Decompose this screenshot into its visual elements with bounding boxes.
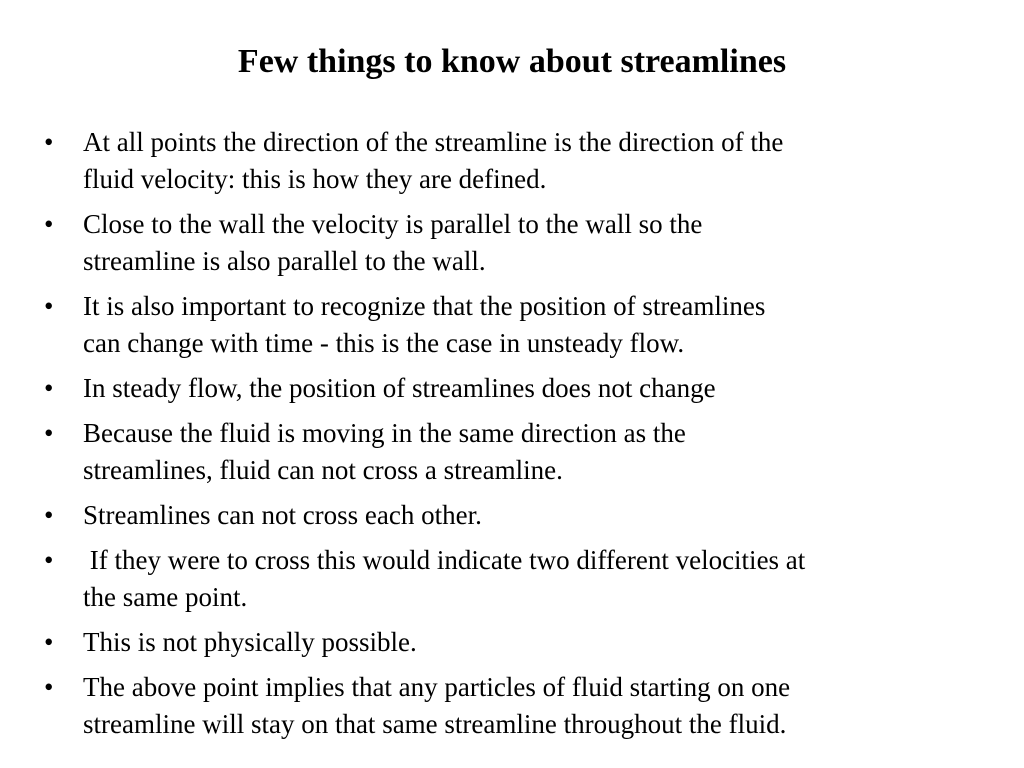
bullet-icon: • <box>44 418 54 448</box>
bullet-item <box>44 124 1004 198</box>
bullet-text-line: streamline is also parallel to the wall. <box>83 246 486 276</box>
bullet-text-line: Because the fluid is moving in the same direction as the <box>83 418 686 448</box>
bullet-icon: • <box>44 127 54 157</box>
bullet-list <box>44 124 1004 751</box>
bullet-item <box>44 370 1004 407</box>
bullet-icon: • <box>44 373 54 403</box>
bullet-icon: • <box>44 545 54 575</box>
bullet-item <box>44 288 1004 362</box>
bullet-icon: • <box>44 627 54 657</box>
bullet-icon: • <box>44 672 54 702</box>
bullet-item <box>44 542 1004 616</box>
bullet-item <box>44 624 1004 661</box>
bullet-text-line: It is also important to recognize that the position of streamlines <box>83 291 766 321</box>
slide-title: Few things to know about streamlines <box>237 43 787 80</box>
bullet-text-line: Streamlines can not cross each other. <box>83 500 482 530</box>
bullet-item <box>44 497 1004 534</box>
bullet-text-line: streamlines, fluid can not cross a streamline. <box>83 455 563 485</box>
bullet-icon: • <box>44 209 54 239</box>
bullet-text-line: If they were to cross this would indicate two different velocities at <box>83 545 806 575</box>
bullet-text-line: This is not physically possible. <box>83 627 417 657</box>
bullet-item <box>44 415 1004 489</box>
bullet-icon: • <box>44 291 54 321</box>
bullet-text-line: In steady flow, the position of streamlines does not change <box>83 373 716 403</box>
bullet-text-line: the same point. <box>83 582 248 612</box>
bullet-item <box>44 206 1004 280</box>
bullet-icon: • <box>44 500 54 530</box>
bullet-item <box>44 669 1004 743</box>
bullet-text-line: The above point implies that any particles of fluid starting on one <box>83 672 791 702</box>
bullet-text-line: can change with time - this is the case in unsteady flow. <box>83 328 685 358</box>
bullet-text-line: Close to the wall the velocity is parallel to the wall so the <box>83 209 703 239</box>
bullet-text-line: At all points the direction of the streamline is the direction of the <box>83 127 784 157</box>
bullet-text-line: fluid velocity: this is how they are defined. <box>83 164 547 194</box>
bullet-text-line: streamline will stay on that same streamline throughout the fluid. <box>83 709 787 739</box>
